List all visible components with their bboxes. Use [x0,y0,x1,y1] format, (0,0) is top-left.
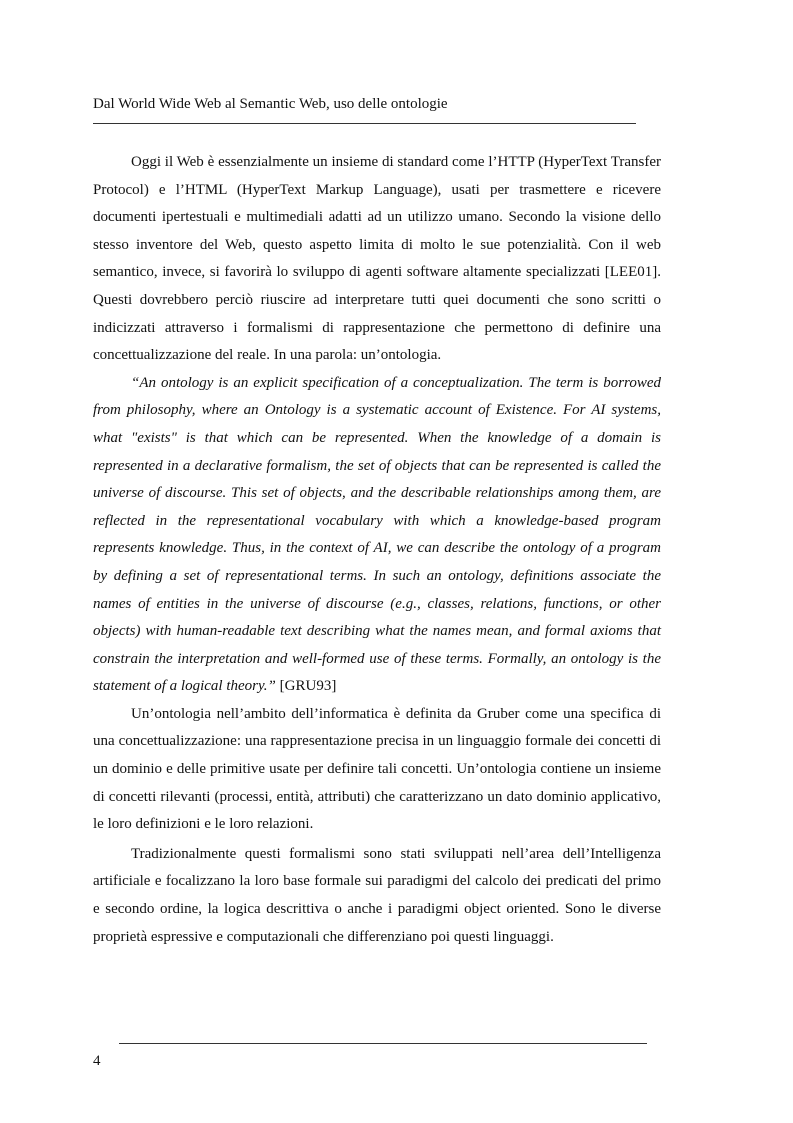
block-quote [93,370,661,701]
page-number: 4 [93,1053,101,1069]
running-header: Dal World Wide Web al Semantic Web, uso delle ontologie [93,96,448,112]
paragraph-definition: Un’ontologia nell’ambito dell’informatica è definita da Gruber come una specifica di una concettualizzazione: una rappresentazione precisa in un linguaggio formale dei concetti di un dominio e delle primitive usate per definire tali concetti. Un’ontologia contiene un insieme di concetti rilevanti (processi, entità, attributi) che caratterizzano un dato dominio applicativo, le loro definizioni e le loro relazioni. [93,705,661,833]
quote-text: “An ontology is an explicit specification of a conceptualization. The term is borrowed from philosophy, where an Ontology is a systematic account of Existence. For AI systems, what "exists" is that which can be represented. When the knowledge of a domain is represented in a declarative formalism, the set of objects that can be represented is called the universe of discourse. This set of objects, and the describable relationships among them, are reflected in the representational vocabulary with which a knowledge-based program represents knowledge. Thus, in the context of AI, we can describe the ontology of a program by defining a set of representational terms. In such an ontology, definitions associate the names of entities in the universe of discourse (e.g., classes, relations, functions, or other objects) with human-readable text describing what the names mean, and formal axioms that constrain the interpretation and well-formed use of these terms. Formally, an ontology is the statement of a logical theory.” [93,374,661,695]
footer-rule [119,1043,647,1044]
quote-citation: [GRU93] [279,678,337,695]
page-body [93,149,661,951]
paragraph-formalisms: Tradizionalmente questi formalismi sono stati sviluppati nell’area dell’Intelligenza artificiale e focalizzano la loro base formale sui paradigmi del calcolo dei predicati del primo e secondo ordine, la logica descrittiva o anche i paradigmi object oriented. Sono le diverse proprietà espressive e computazionali che differenziano poi questi linguaggi. [93,845,661,945]
paragraph-intro: Oggi il Web è essenzialmente un insieme di standard come l’HTTP (HyperText Transfer Protocol) e l’HTML (HyperText Markup Language), usati per trasmettere e ricevere documenti ipertestuali e multimediali adatti ad un utilizzo umano. Secondo la visione dello stesso inventore del Web, questo aspetto limita di molto le sue potenzialità. Con il web semantico, invece, si favorirà lo sviluppo di agenti software altamente specializzati [LEE01]. Questi dovrebbero perciò riuscire ad interpretare tutti quei documenti che sono scritti o indicizzati attraverso i formalismi di rappresentazione che permettono di definire una concettualizzazione del reale. In una parola: un’ontologia. [93,154,661,364]
header-rule [93,123,636,124]
